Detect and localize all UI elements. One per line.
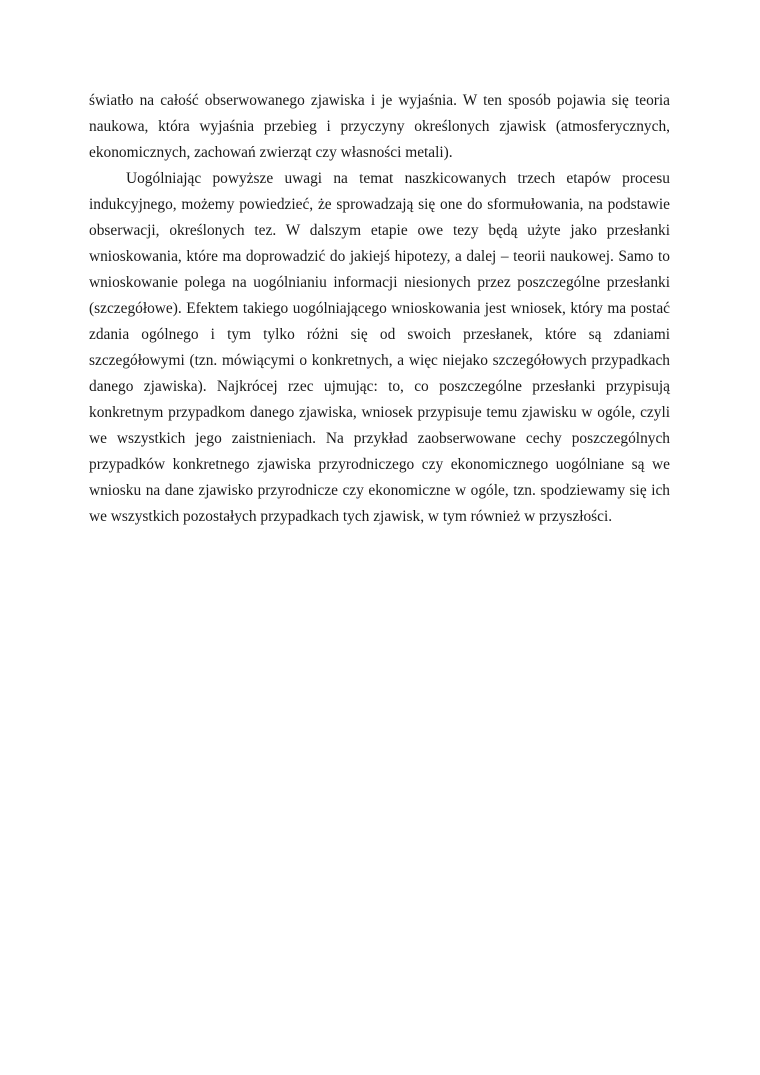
document-body: [89, 88, 670, 530]
paragraph-inductive-summary: Uogólniając powyższe uwagi na temat naszkicowanych trzech etapów procesu indukcyjnego, możemy powiedzieć, że sprowadzają się one do sformułowania, na podstawie obserwacji, określonych tez. W dalszym etapie owe tezy będą użyte jako przesłanki wnioskowania, które ma doprowadzić do jakiejś hipotezy, a dalej – teorii naukowej. Samo to wnioskowanie polega na uogólnianiu informacji niesionych przez poszczególne przesłanki (szczegółowe). Efektem takiego uogólniającego wnioskowania jest wniosek, który ma postać zdania ogólnego i tym tylko różni się od swoich przesłanek, które są zdaniami szczegółowymi (tzn. mówiącymi o konkretnych, a więc niejako szczegółowych przypadkach danego zjawiska). Najkrócej rzec ujmując: to, co poszczególne przesłanki przypisują konkretnym przypadkom danego zjawiska, wniosek przypisuje temu zjawisku w ogóle, czyli we wszystkich jego zaistnieniach. Na przykład zaobserwowane cechy poszczególnych przypadków konkretnego zjawiska przyrodniczego czy ekonomicznego uogólniane są we wniosku na dane zjawisko przyrodnicze czy ekonomiczne w ogóle, tzn. spodziewamy się ich we wszystkich pozostałych przypadkach tych zjawisk, w tym również w przyszłości.: [89, 170, 670, 525]
paragraph-continuation: światło na całość obserwowanego zjawiska i je wyjaśnia. W ten sposób pojawia się teoria naukowa, która wyjaśnia przebieg i przyczyny określonych zjawisk (atmosferycznych, ekonomicznych, zachowań zwierząt czy własności metali).: [89, 92, 670, 161]
